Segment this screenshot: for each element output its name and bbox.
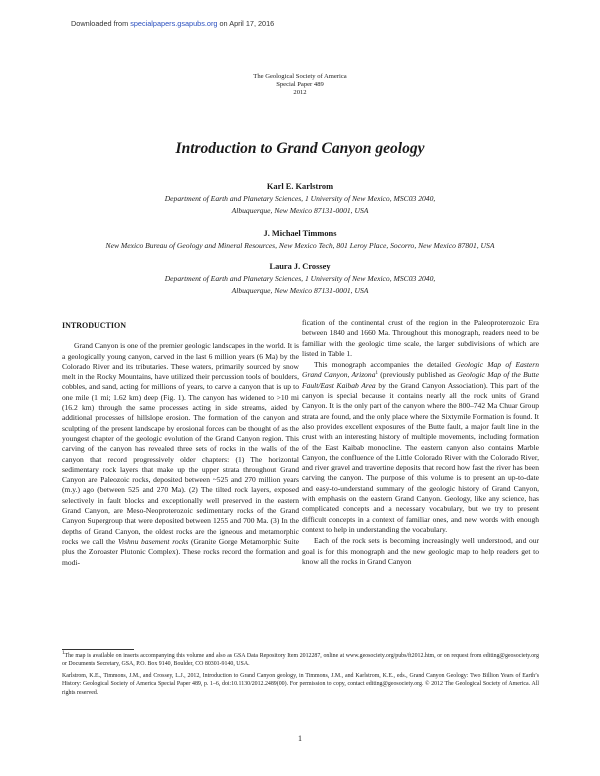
affiliation-line: New Mexico Bureau of Geology and Mineral Resources, New Mexico Tech, 801 Leroy Place, Socorro, New Mexico 87801, USA <box>105 241 495 250</box>
affiliation-line: Department of Earth and Planetary Sciences, 1 University of New Mexico, MSC03 2040, <box>164 274 436 283</box>
italic-map-title: Geologic Map of the Butte Fault/East Kaibab Area <box>302 370 540 390</box>
left-column <box>62 321 299 568</box>
author-affiliation-1 <box>0 193 600 216</box>
author-name-3: Laura J. Crossey <box>269 262 331 271</box>
right-column <box>302 318 539 567</box>
affiliation-line: Department of Earth and Planetary Sciences, 1 University of New Mexico, MSC03 2040, <box>164 194 436 203</box>
paragraph: Each of the rock sets is becoming increasingly well understood, and our goal is for this monograph and the new geologic map to help readers get to know all the rocks in Grand Canyon <box>302 536 539 566</box>
affiliation-line: Albuquerque, New Mexico 87131-0001, USA <box>231 285 369 295</box>
paragraph <box>62 341 299 568</box>
text-run: (previously published as <box>377 370 458 380</box>
publication-header <box>0 73 600 98</box>
footnote-number: 1 <box>62 651 65 656</box>
text-run: (Granite Gorge Metamorphic Suite plus the Zoroaster Plutonic Complex). These rocks record the formation and modi- <box>62 536 300 567</box>
publication-year: 2012 <box>293 89 307 97</box>
download-prefix: Downloaded from <box>71 19 131 28</box>
italic-map-title: Geologic Map of Eastern Grand Canyon, Arizona <box>302 360 539 380</box>
download-notice <box>71 19 274 28</box>
author-affiliation-3 <box>0 273 600 296</box>
paragraph: fication of the continental crust of the region in the Paleoproterozoic Era between 1840 and 1660 Ma. Throughout this monograph, readers need to be familiar with the geologic time scale, the larger subdivisions of which are listed in Table 1. <box>302 318 539 358</box>
text-run: This monograph accompanies the detailed <box>314 360 456 370</box>
series-name: Special Paper 489 <box>276 81 324 89</box>
text-run: by the Grand Canyon Association). This part of the canyon is special because it contains nearly all the rock units of Grand Canyon. It is the only part of the canyon where the 800–742 Ma Chuar Group strata are found, and the only place where the Sixtymile Formation is found. It also provides excellent exposures of the Butte fault, a major fault line in the crust with an interesting history of multiple movements, including formation of the East Kaibab monocline. The eastern canyon also contains Marble Canyon, the confluence of the Little Colorado River with the Colorado River, and river gravel and travertine deposits that record how fast the river has been carving the canyon. The purpose of this volume is to present an up-to-date and easy-to-understand summary of the geologic history of Grand Canyon, with emphasis on the eastern Grand Canyon. Geology, like any science, has complicated concepts and a necessary vocabulary, but we try to present difficult concepts in a context of familiar ones, and new words with enough context to help in understanding the vocabulary. <box>302 380 539 534</box>
article-title: Introduction to Grand Canyon geology <box>175 140 425 157</box>
italic-term: Vishnu basement rocks <box>117 536 189 546</box>
author-name-2: J. Michael Timmons <box>263 229 337 238</box>
download-suffix: on April 17, 2016 <box>217 19 275 28</box>
affiliation-line: Albuquerque, New Mexico 87131-0001, USA <box>231 205 369 215</box>
footnote-text: The map is available on inserts accompanying this volume and also as GSA Data Repository Item 2012287, online at www.geosociety.org/pubs/ft2012.htm, or on request from editing@geosociety.org or Documents Secretary, GSA, P.O. Box 9140, Boulder, CO 80301-9140, USA. <box>62 653 539 667</box>
author-name-1: Karl E. Karlstrom <box>266 182 334 191</box>
footnote-marker[interactable]: 1 <box>375 371 378 377</box>
download-link[interactable]: specialpapers.gsapubs.org <box>130 19 218 28</box>
footnote-divider <box>62 649 134 650</box>
text-run: Grand Canyon is one of the premier geologic landscapes in the world. It is a geologically young canyon, carved in the last 6 million years (6 Ma) by the Colorado River and its tributaries. These waters, primarily sourced by snow melt in the Rocky Mountains, have utilized their percussion tools of boulders, cobbles, and sand, acting for millions of years, to carve a canyon that is up to one mile (1 mi; 1.62 km) deep (Fig. 1). The canyon has widened to >10 mi (16.2 km) through the same processes acting in side streams, aided by additional processes of hillslope erosion. The formation of the canyon and sculpting of the present landscape by erosional forces can be thought of as the youngest chapter of the geologic evolution of the Grand Canyon region. This carving of the canyon has revealed three sets of rocks in the walls of the canyon that record progressively older chapters: (1) The horizontal sedimentary rock layers that make up the upper strata throughout Grand Canyon are Paleozoic rocks, deposited between ~525 and 270 million years (m.y.) ago (between 525 and 270 Ma). (2) The tilted rock layers, exposed selectively in fault blocks and exceptionally well preserved in the eastern Grand Canyon, are Meso-Neoproterozoic sedimentary rocks of the Grand Canyon Supergroup that were deposited between 1255 and 700 Ma. (3) In the depths of Grand Canyon, the oldest rocks are the igneous and metamorphic rocks we call the <box>62 341 299 546</box>
society-name: The Geological Society of America <box>253 73 347 80</box>
footnote <box>62 653 539 668</box>
section-heading: INTRODUCTION <box>62 321 127 330</box>
page-number: 1 <box>298 734 302 743</box>
author-affiliation-2 <box>0 240 600 252</box>
citation: Karlstrom, K.E., Timmons, J.M., and Crossey, L.J., 2012, Introduction to Grand Canyon geology, in Timmons, J.M., and Karlstrom, K.E., eds., Grand Canyon Geology: Two Billion Years of Earth’s History: Geological Society of America Special Paper 489, p. 1–6, doi:10.1130/2012.2489(00). For permission to copy, contact editing@geosociety.org. © 2012 The Geological Society of America. All rights reserved. <box>62 673 539 696</box>
paragraph <box>302 360 539 535</box>
